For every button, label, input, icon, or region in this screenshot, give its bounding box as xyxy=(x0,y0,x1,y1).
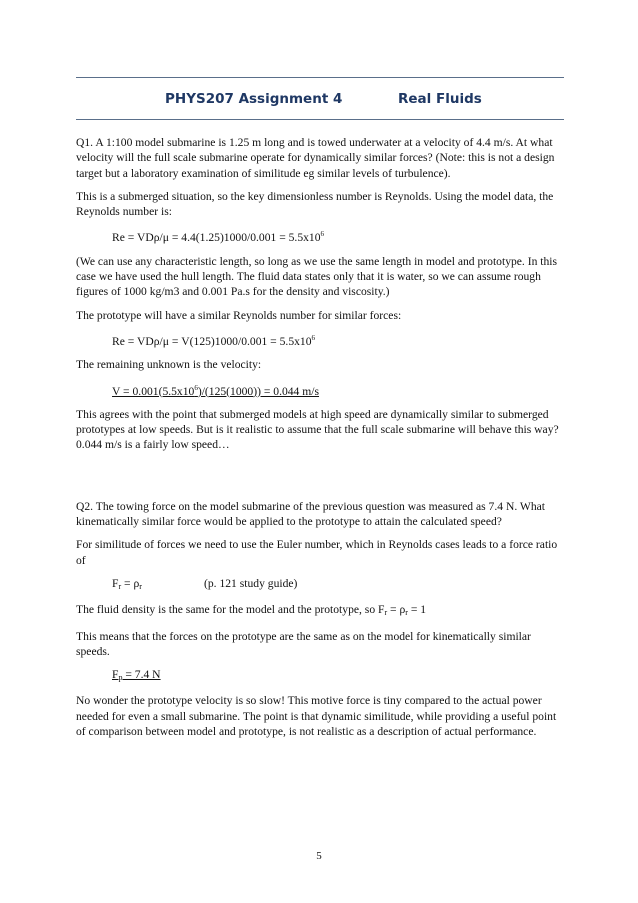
page-header xyxy=(76,91,564,111)
assignment-subject: Real Fluids xyxy=(398,91,482,107)
q1-paragraph-3: The prototype will have a similar Reynolds number for similar forces: xyxy=(76,308,402,322)
header-bottom-rule xyxy=(76,119,564,120)
study-guide-reference: (p. 121 study guide) xyxy=(204,576,298,590)
q2-paragraph-2: The fluid density is the same for the model and the prototype, so Fr = ρr = 1 xyxy=(76,603,427,618)
q1-paragraph-1: This is a submerged situation, so the key dimensionless number is Reynolds. Using the model data, the Reynolds number is: xyxy=(76,189,554,219)
q1-equation-1: $Re = VD\rho/\mu = 4.4(1.25)1000/0.001 = 5.5x10^6$ xyxy=(112,230,325,245)
q2-paragraph-3: This means that the forces on the prototype are the same as on the model for kinematically similar speeds. xyxy=(76,629,531,658)
q1-paragraph-2: (We can use any characteristic length, so long as we use the same length in model and prototype. In this case we have used the hull length. The fluid data states only that it is water, so we can assume rough figures of 1000 kg/m3 and 0.001 Pa.s for the density and viscosity.) xyxy=(76,254,558,299)
document-body xyxy=(76,135,564,747)
q1-equation-2: $Re = VD\rho/\mu = V(125)1000/0.001 = 5.5x10^6$ xyxy=(112,333,316,348)
assignment-title: PHYS207 Assignment 4 xyxy=(165,91,343,107)
section-gap xyxy=(76,461,564,499)
q2-paragraph-1: For similitude of forces we need to use the Euler number, which in Reynolds cases leads to a force ratio of xyxy=(76,538,558,567)
q1-paragraph-5: This agrees with the point that submerged models at high speed are dynamically similar to submerged prototypes at low speeds. But is it realistic to assume that the full scale submarine will behave this way? 0.044 m/s is a fairly low speed… xyxy=(76,407,559,452)
q1-equation-3: $V = 0.001(5.5x10^6)/(125(1000)) = 0.044$ m/s xyxy=(112,383,320,398)
q1-question: Q1. A 1:100 model submarine is 1.25 m long and is towed underwater at a velocity of 4.4 m/s. At what velocity will the full scale submarine operate for dynamically similar forces? (Note: this is not a design target but a laboratory examination of similitude eg similar levels of turbulence). xyxy=(76,136,555,180)
q2-equation-1: Fr = ρr (p. 121 study guide) xyxy=(112,576,298,591)
q2-paragraph-4: No wonder the prototype velocity is so slow! This motive force is tiny compared to the actual power needed for even a small submarine. The point is that dynamic similitude, while providing a useful point of comparison between model and prototype, is not realistic as a description of actual performance. xyxy=(76,694,557,739)
q2-equation-2: Fp = 7.4 N xyxy=(112,668,161,683)
header-top-rule xyxy=(76,77,564,78)
page-number: 5 xyxy=(316,850,322,862)
q2-question: Q2. The towing force on the model submarine of the previous question was measured as 7.4 N. What kinematically similar force would be applied to the prototype to attain the calculated speed? xyxy=(76,499,546,529)
q1-paragraph-4: The remaining unknown is the velocity: xyxy=(76,358,262,372)
